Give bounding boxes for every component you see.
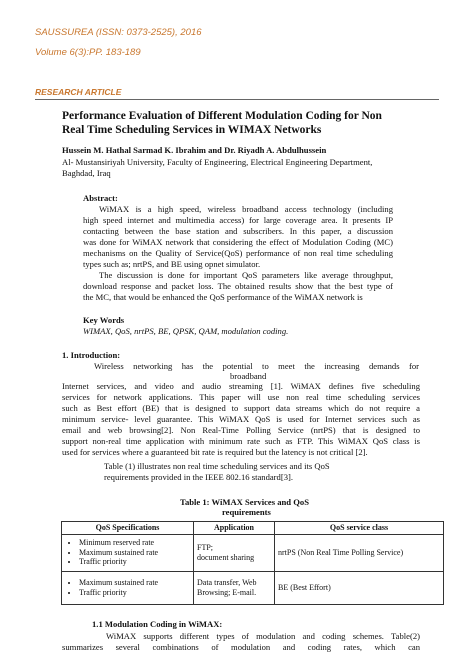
introduction-heading: 1. Introduction: — [62, 350, 121, 360]
intro-line-8: support non-real time application with minimum rate such as FTP. This WiMAX QoS class is — [62, 436, 420, 446]
application-cell: Data transfer, Web Browsing; E-mail. — [194, 571, 275, 604]
qos-specs-cell — [62, 571, 194, 604]
table-header-cell: Application — [194, 522, 275, 535]
keywords-text: WIMAX, QoS, nrtPS, BE, QPSK, QAM, modulation coding. — [83, 326, 289, 336]
list-item: • Maximum sustained rate — [79, 578, 190, 588]
intro-line-11: requirements provided in the IEEE 802.16 standard[3]. — [104, 472, 294, 482]
intro-line-4: services for network applications. This paper will use non real time scheduling services — [62, 392, 420, 402]
application-cell: FTP; document sharing — [194, 534, 275, 571]
intro-line-6: minimum service- level guarantee. This WiMAX QoS is used for Internet services such as — [62, 414, 420, 424]
article-type: RESEARCH ARTICLE — [35, 87, 122, 97]
journal-name: SAUSSUREA (ISSN: 0373-2525), 2016 — [35, 27, 202, 38]
abstract-line-5: mechanisms on the Quality of Service(QoS) performance of non real time scheduling — [83, 248, 393, 258]
authors: Hussein M. Hathal Sarmad K. Ibrahim and Dr. Riyadh A. Abdulhussein — [62, 145, 327, 155]
qos-table — [61, 521, 444, 605]
table-header-cell: QoS Specifications — [62, 522, 194, 535]
abstract-line-3: contacting between the base station and subscribers. In this paper, a discussion — [83, 226, 393, 236]
section-1-1-line-1: WiMAX supports different types of modulation and coding schemes. Table(2) — [106, 631, 420, 641]
intro-line-7: email and web browsing[2]. Non Real-Time Polling Service (nrtPS) that is designed to — [62, 425, 420, 435]
volume-info: Volume 6(3):PP. 183-189 — [35, 47, 141, 58]
paper-title-line-2: Real Time Scheduling Services in WIMAX Networks — [62, 124, 322, 136]
abstract-heading: Abstract: — [83, 193, 118, 203]
service-class-cell: BE (Best Effort) — [275, 571, 444, 604]
intro-line-3: Internet services, and video and audio streaming [1]. WiMAX defines five scheduling — [62, 381, 420, 391]
abstract-line-2: high speed internet and multimedia access) for large coverage area. It presents IP — [83, 215, 393, 225]
list-item: • Minimum reserved rate — [79, 538, 190, 548]
affiliation-line-2: Baghdad, Iraq — [62, 168, 111, 178]
section-1-1-heading: 1.1 Modulation Coding in WiMAX: — [92, 619, 223, 629]
abstract-line-7: The discussion is done for important QoS parameters like average throughput, — [99, 270, 393, 280]
affiliation-line-1: Al- Mustansiriyah University, Faculty of Engineering, Electrical Engineering Department, — [62, 157, 373, 167]
abstract-line-9: the MC, that would be enhanced the QoS performance of the WiMAX network is — [83, 292, 363, 302]
intro-line-5: such as Best effort (BE) that is designed to support data streams which do not require a — [62, 403, 420, 413]
list-item: • Traffic priority — [79, 557, 190, 567]
paper-title-line-1: Performance Evaluation of Different Modulation Coding for Non — [62, 110, 382, 122]
table-row — [62, 571, 444, 604]
intro-line-9: used for services where a guaranteed bit rate is required but the latency is not critical [2]. — [62, 447, 368, 457]
table-caption-line-1: Table 1: WiMAX Services and QoS — [180, 497, 309, 507]
abstract-line-6: types such as; nrtPS, and BE using opnet simulator. — [83, 259, 261, 269]
section-1-1-line-2: summarizes several combinations of modulation and coding rates, which can — [62, 642, 420, 652]
table-header-cell: QoS service class — [275, 522, 444, 535]
list-item: • Traffic priority — [79, 588, 190, 598]
qos-specs-cell — [62, 534, 194, 571]
intro-line-2: broadband — [230, 371, 267, 381]
keywords-heading: Key Words — [83, 315, 125, 325]
header-divider — [35, 99, 439, 100]
table-caption-line-2: requirements — [222, 507, 271, 517]
table-header-row — [62, 522, 444, 535]
abstract-line-4: was done for WiMAX network that considering the effect of Modulation Coding (MC) — [83, 237, 393, 247]
intro-line-10: Table (1) illustrates non real time scheduling services and its QoS — [104, 461, 330, 471]
abstract-line-8: download response and packet loss. The obtained results show that the best type of — [83, 281, 393, 291]
table-row — [62, 534, 444, 571]
list-item: • Maximum sustained rate — [79, 548, 190, 558]
intro-line-1: Wireless networking has the potential to meet the increasing demands for — [94, 361, 419, 371]
abstract-line-1: WiMAX is a high speed, wireless broadband access technology (including — [99, 204, 393, 214]
service-class-cell: nrtPS (Non Real Time Polling Service) — [275, 534, 444, 571]
